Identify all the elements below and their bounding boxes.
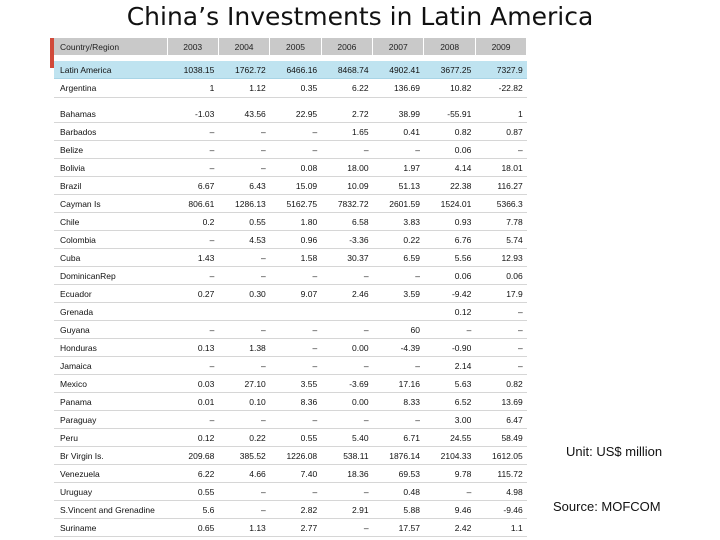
table-cell: 1.58 — [270, 249, 321, 267]
table-cell: 5.63 — [424, 375, 475, 393]
table-cell: – — [321, 141, 372, 159]
table-cell: 0.06 — [424, 141, 475, 159]
table-cell: -22.82 — [475, 79, 526, 98]
table-cell: 8.33 — [373, 393, 424, 411]
table-cell: 9.07 — [270, 285, 321, 303]
table-cell: 5.88 — [373, 501, 424, 519]
table-cell: 6.43 — [218, 177, 269, 195]
table-cell: – — [373, 267, 424, 285]
row-label: Panama — [54, 393, 167, 411]
row-label: Bahamas — [54, 105, 167, 123]
table-cell: 0.96 — [270, 231, 321, 249]
table-row — [54, 429, 527, 447]
table-cell: 1038.15 — [167, 61, 218, 79]
table-cell: 1762.72 — [218, 61, 269, 79]
table-cell: 30.37 — [321, 249, 372, 267]
table-row — [54, 411, 527, 429]
table-cell: – — [218, 267, 269, 285]
row-label: DominicanRep — [54, 267, 167, 285]
row-label: Guyana — [54, 321, 167, 339]
table-cell: 0.08 — [270, 159, 321, 177]
table-row — [54, 447, 527, 465]
table-cell: 2.46 — [321, 285, 372, 303]
table-cell: 6.67 — [167, 177, 218, 195]
table-cell: 4.14 — [424, 159, 475, 177]
table-cell: 385.52 — [218, 447, 269, 465]
table-row — [54, 321, 527, 339]
table-cell: 1 — [475, 105, 526, 123]
table-cell: 5.40 — [321, 429, 372, 447]
row-label: Colombia — [54, 231, 167, 249]
table-cell — [321, 303, 372, 321]
table-cell — [270, 303, 321, 321]
table-cell: 0.10 — [218, 393, 269, 411]
row-label: Suriname — [54, 519, 167, 537]
table-cell: – — [424, 321, 475, 339]
table-cell: 1524.01 — [424, 195, 475, 213]
table-cell: 1.38 — [218, 339, 269, 357]
table-cell: 1612.05 — [475, 447, 526, 465]
row-label: Belize — [54, 141, 167, 159]
table-cell: – — [167, 231, 218, 249]
table-cell: 1 — [167, 79, 218, 98]
table-cell: 6.52 — [424, 393, 475, 411]
table-cell: 3.55 — [270, 375, 321, 393]
row-label: Brazil — [54, 177, 167, 195]
table-cell: 3.83 — [373, 213, 424, 231]
table-cell: 4.53 — [218, 231, 269, 249]
table-cell: 0.87 — [475, 123, 526, 141]
table-cell: 69.53 — [373, 465, 424, 483]
table-cell: 1876.14 — [373, 447, 424, 465]
table-cell: -4.39 — [373, 339, 424, 357]
table-cell: 4902.41 — [373, 61, 424, 79]
table-cell: – — [218, 321, 269, 339]
column-header: 2008 — [424, 38, 475, 55]
table-cell: 6.58 — [321, 213, 372, 231]
table-cell: 8468.74 — [321, 61, 372, 79]
row-label: Mexico — [54, 375, 167, 393]
table-cell: 538.11 — [321, 447, 372, 465]
row-label: Paraguay — [54, 411, 167, 429]
table-row — [54, 465, 527, 483]
table-cell: 6.76 — [424, 231, 475, 249]
table-cell: 0.27 — [167, 285, 218, 303]
source-note: Source: MOFCOM — [553, 499, 661, 514]
table-cell: 1.1 — [475, 519, 526, 537]
table-cell: – — [321, 321, 372, 339]
table-cell: 24.55 — [424, 429, 475, 447]
table-row — [54, 123, 527, 141]
table-cell: 7.40 — [270, 465, 321, 483]
table-cell: – — [270, 123, 321, 141]
column-header: 2005 — [270, 38, 321, 55]
table-cell: – — [167, 159, 218, 177]
table-row — [54, 285, 527, 303]
table-header-row — [54, 38, 527, 55]
table-cell: 38.99 — [373, 105, 424, 123]
table-cell: – — [475, 321, 526, 339]
table-cell: – — [321, 519, 372, 537]
column-header: 2004 — [218, 38, 269, 55]
table-cell: 0.65 — [167, 519, 218, 537]
table-cell: 27.10 — [218, 375, 269, 393]
table-cell: 0.22 — [373, 231, 424, 249]
table-row — [54, 501, 527, 519]
row-label: Argentina — [54, 79, 167, 98]
table-cell — [167, 303, 218, 321]
table-cell: – — [270, 339, 321, 357]
table-cell: – — [321, 411, 372, 429]
table-cell: 22.95 — [270, 105, 321, 123]
table-cell: 12.93 — [475, 249, 526, 267]
row-label: Ecuador — [54, 285, 167, 303]
table-cell: -55.91 — [424, 105, 475, 123]
table-cell: 22.38 — [424, 177, 475, 195]
table-row — [54, 141, 527, 159]
table-cell: – — [218, 249, 269, 267]
table-cell: 17.9 — [475, 285, 526, 303]
table-cell: 6.71 — [373, 429, 424, 447]
table-row — [54, 79, 527, 98]
table-cell: 15.09 — [270, 177, 321, 195]
table-row — [54, 213, 527, 231]
table-cell: 5162.75 — [270, 195, 321, 213]
table-row — [54, 519, 527, 537]
table-cell: 3677.25 — [424, 61, 475, 79]
table-cell: 1.97 — [373, 159, 424, 177]
table-cell: – — [167, 123, 218, 141]
table-cell: 18.00 — [321, 159, 372, 177]
table-row — [54, 393, 527, 411]
table-cell: 7.78 — [475, 213, 526, 231]
row-label: Uruguay — [54, 483, 167, 501]
column-header: 2009 — [475, 38, 526, 55]
table-cell: 0.12 — [167, 429, 218, 447]
table-cell: 2104.33 — [424, 447, 475, 465]
table-row — [54, 231, 527, 249]
table-cell: -9.42 — [424, 285, 475, 303]
table-cell: 13.69 — [475, 393, 526, 411]
row-label: Br Virgin Is. — [54, 447, 167, 465]
table-cell: 9.46 — [424, 501, 475, 519]
table-cell: 58.49 — [475, 429, 526, 447]
table-cell: – — [167, 357, 218, 375]
table-row — [54, 177, 527, 195]
table-row — [54, 195, 527, 213]
table-cell: 0.48 — [373, 483, 424, 501]
table-cell — [218, 303, 269, 321]
table-cell: 18.36 — [321, 465, 372, 483]
table-cell: – — [270, 483, 321, 501]
table-cell: – — [270, 267, 321, 285]
table-cell: 2.14 — [424, 357, 475, 375]
table-cell: 9.78 — [424, 465, 475, 483]
table-cell: 4.98 — [475, 483, 526, 501]
table-cell: 0.2 — [167, 213, 218, 231]
table-cell: 2601.59 — [373, 195, 424, 213]
table-cell: 0.13 — [167, 339, 218, 357]
table-cell: 60 — [373, 321, 424, 339]
table-cell: – — [218, 141, 269, 159]
unit-note: Unit: US$ million — [566, 444, 663, 459]
table-cell: – — [218, 159, 269, 177]
table-cell: – — [218, 411, 269, 429]
table-cell: 18.01 — [475, 159, 526, 177]
table-cell: – — [373, 411, 424, 429]
table-cell: – — [218, 483, 269, 501]
table-cell: 1.80 — [270, 213, 321, 231]
table-cell: – — [270, 141, 321, 159]
table-cell: – — [218, 357, 269, 375]
table-cell: – — [321, 483, 372, 501]
table-cell: 1.12 — [218, 79, 269, 98]
table-row — [54, 61, 527, 79]
table-cell: – — [424, 483, 475, 501]
table-spacer — [54, 98, 527, 106]
table-cell: 1286.13 — [218, 195, 269, 213]
table-row — [54, 357, 527, 375]
table-cell — [373, 303, 424, 321]
row-label: Bolivia — [54, 159, 167, 177]
table-cell: 6.22 — [321, 79, 372, 98]
table-row — [54, 303, 527, 321]
table-cell: 0.01 — [167, 393, 218, 411]
table-cell: 10.82 — [424, 79, 475, 98]
table-cell: 0.00 — [321, 339, 372, 357]
row-label: Latin America — [54, 61, 167, 79]
table-cell: 2.91 — [321, 501, 372, 519]
table-cell: 51.13 — [373, 177, 424, 195]
table-cell: 0.82 — [475, 375, 526, 393]
table-cell: 17.57 — [373, 519, 424, 537]
table-cell: 6466.16 — [270, 61, 321, 79]
table-cell: 806.61 — [167, 195, 218, 213]
row-label: Cuba — [54, 249, 167, 267]
table-cell: 0.55 — [218, 213, 269, 231]
table-cell: – — [167, 267, 218, 285]
table-cell: 0.55 — [167, 483, 218, 501]
column-header: Country/Region — [54, 38, 167, 55]
table-cell: -3.36 — [321, 231, 372, 249]
table-cell: 209.68 — [167, 447, 218, 465]
table-cell: – — [270, 411, 321, 429]
table-cell: 6.22 — [167, 465, 218, 483]
table-cell: 2.77 — [270, 519, 321, 537]
table-cell: 5.6 — [167, 501, 218, 519]
table-cell: 5.74 — [475, 231, 526, 249]
table-cell: 2.72 — [321, 105, 372, 123]
column-header: 2006 — [321, 38, 372, 55]
table-cell: 0.30 — [218, 285, 269, 303]
table-cell: 0.41 — [373, 123, 424, 141]
table-cell: – — [218, 501, 269, 519]
table-cell: 2.82 — [270, 501, 321, 519]
table-cell: 4.66 — [218, 465, 269, 483]
table-row — [54, 249, 527, 267]
table-cell: -1.03 — [167, 105, 218, 123]
row-label: Jamaica — [54, 357, 167, 375]
table-cell: -3.69 — [321, 375, 372, 393]
row-label: Cayman Is — [54, 195, 167, 213]
table-cell: 0.06 — [475, 267, 526, 285]
table-cell: 1226.08 — [270, 447, 321, 465]
table-cell: 3.00 — [424, 411, 475, 429]
row-label: Venezuela — [54, 465, 167, 483]
row-label: Honduras — [54, 339, 167, 357]
table-cell: 1.13 — [218, 519, 269, 537]
table-cell: 0.06 — [424, 267, 475, 285]
column-header: 2003 — [167, 38, 218, 55]
table-cell: – — [270, 357, 321, 375]
table-cell: – — [270, 321, 321, 339]
slide-title: China’s Investments in Latin America — [126, 2, 594, 31]
table-cell: 7832.72 — [321, 195, 372, 213]
table-cell: – — [475, 141, 526, 159]
table-cell: 0.12 — [424, 303, 475, 321]
table-cell: 7327.9 — [475, 61, 526, 79]
table-cell: 136.69 — [373, 79, 424, 98]
table-cell: 0.55 — [270, 429, 321, 447]
table-row — [54, 159, 527, 177]
table-cell: -0.90 — [424, 339, 475, 357]
table-cell: 0.22 — [218, 429, 269, 447]
table-cell: – — [475, 303, 526, 321]
table-cell: 1.43 — [167, 249, 218, 267]
row-label: S.Vincent and Grenadine — [54, 501, 167, 519]
table-cell: – — [218, 123, 269, 141]
table-cell: 3.59 — [373, 285, 424, 303]
table-cell: 0.00 — [321, 393, 372, 411]
table-cell: 1.65 — [321, 123, 372, 141]
table-body — [54, 55, 527, 537]
table-cell: – — [475, 357, 526, 375]
table-cell: 5.56 — [424, 249, 475, 267]
table-cell: -9.46 — [475, 501, 526, 519]
table-cell: 17.16 — [373, 375, 424, 393]
table-cell: 6.59 — [373, 249, 424, 267]
investment-table-container — [54, 38, 527, 537]
table-cell: 6.47 — [475, 411, 526, 429]
table-cell: 43.56 — [218, 105, 269, 123]
investment-table — [54, 38, 527, 537]
table-cell: 0.93 — [424, 213, 475, 231]
table-cell: 116.27 — [475, 177, 526, 195]
table-cell: – — [167, 321, 218, 339]
table-cell: 0.03 — [167, 375, 218, 393]
table-cell: – — [167, 141, 218, 159]
table-cell: 0.82 — [424, 123, 475, 141]
table-cell: 115.72 — [475, 465, 526, 483]
table-cell: – — [475, 339, 526, 357]
table-cell: – — [321, 267, 372, 285]
table-row — [54, 375, 527, 393]
table-cell: 10.09 — [321, 177, 372, 195]
table-cell: – — [321, 357, 372, 375]
row-label: Chile — [54, 213, 167, 231]
table-cell: – — [167, 411, 218, 429]
table-row — [54, 483, 527, 501]
table-cell: 2.42 — [424, 519, 475, 537]
table-cell: – — [373, 357, 424, 375]
table-cell: 0.35 — [270, 79, 321, 98]
row-label: Barbados — [54, 123, 167, 141]
table-row — [54, 339, 527, 357]
row-label: Peru — [54, 429, 167, 447]
column-header: 2007 — [373, 38, 424, 55]
table-cell: – — [373, 141, 424, 159]
table-cell: 5366.3 — [475, 195, 526, 213]
table-cell: 8.36 — [270, 393, 321, 411]
table-row — [54, 105, 527, 123]
row-label: Grenada — [54, 303, 167, 321]
table-row — [54, 267, 527, 285]
